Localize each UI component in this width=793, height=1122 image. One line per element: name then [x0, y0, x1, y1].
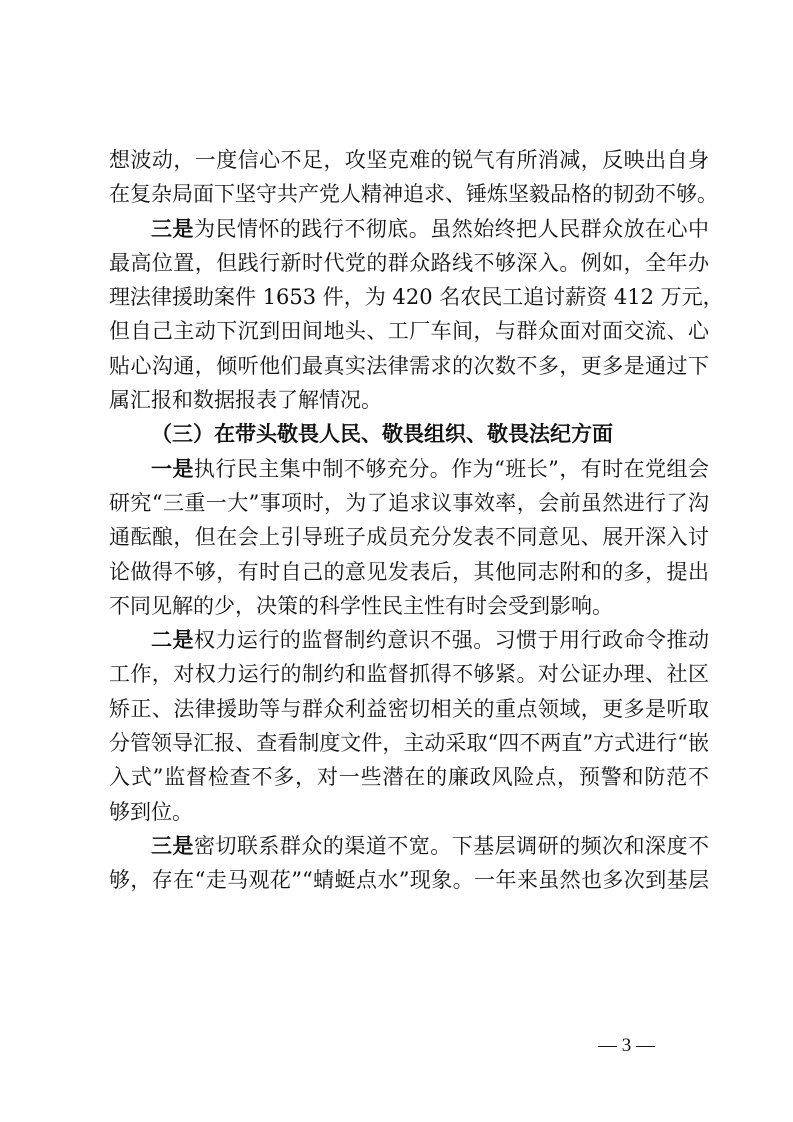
body-line: 分管领导汇报、查看制度文件，主动采取“四不两直”方式进行“嵌	[109, 731, 709, 756]
body-line: 研究“三重一大”事项时，为了追求议事效率，会前虽然进行了沟	[109, 490, 709, 515]
paragraph-first-line	[109, 212, 709, 246]
body-line: 在复杂局面下坚守共产党人精神追求、锤炼坚毅品格的韧劲不够。	[109, 182, 718, 207]
body-line: 但自己主动下沉到田间地头、工厂车间，与群众面对面交流、心	[109, 319, 709, 344]
body-line: 工作，对权力运行的制约和监督抓得不够紧。对公证办理、社区	[109, 662, 709, 687]
body-line: 够，存在“走马观花”“蜻蜓点水”现象。一年来虽然也多次到基层	[109, 868, 709, 893]
body-line-text: 执行民主集中制不够充分。作为“班长”，有时在党组会	[193, 456, 709, 481]
section-heading: （三）在带头敬畏人民、敬畏组织、敬畏法纪方面	[151, 421, 613, 447]
paragraph-lead: 一是	[151, 455, 194, 481]
paragraph-lead: 三是	[151, 215, 194, 241]
body-line: 最高位置，但践行新时代党的群众路线不够深入。例如，全年办	[109, 250, 709, 275]
page-number: — 3 —	[598, 1035, 655, 1056]
paragraph-first-line	[109, 829, 709, 863]
body-line: 够到位。	[109, 799, 193, 824]
paragraph-first-line	[109, 452, 709, 486]
body-line: 理法律援助案件 1653 件，为 420 名农民工追讨薪资 412 万元，	[109, 285, 724, 310]
body-line: 想波动，一度信心不足，攻坚克难的锐气有所消减，反映出自身	[109, 148, 709, 172]
body-line: 贴心沟通，倾听他们最真实法律需求的次数不多，更多是通过下	[109, 353, 709, 378]
paragraph-lead: 二是	[151, 627, 194, 653]
body-line: 通酝酿，但在会上引导班子成员充分发表不同意见、展开深入讨	[109, 525, 709, 550]
document-body	[109, 143, 724, 898]
body-line-text: 权力运行的监督制约意识不强。习惯于用行政命令推动	[193, 628, 710, 653]
body-line: 不同见解的少，决策的科学性民主性有时会受到影响。	[109, 593, 613, 618]
body-line: 矫正、法律援助等与群众利益密切相关的重点领域，更多是听取	[109, 696, 709, 721]
paragraph-lead: 三是	[151, 832, 194, 858]
body-line-text: 密切联系群众的渠道不宽。下基层调研的频次和深度不	[193, 833, 710, 858]
paragraph-first-line	[109, 623, 709, 657]
body-line: 入式”监督检查不多，对一些潜在的廉政风险点，预警和防范不	[109, 765, 709, 790]
body-line: 属汇报和数据报表了解情况。	[109, 388, 382, 413]
body-line-text: 为民情怀的践行不彻底。虽然始终把人民群众放在心中	[193, 216, 710, 241]
body-line: 论做得不够，有时自己的意见发表后，其他同志附和的多，提出	[109, 559, 709, 584]
